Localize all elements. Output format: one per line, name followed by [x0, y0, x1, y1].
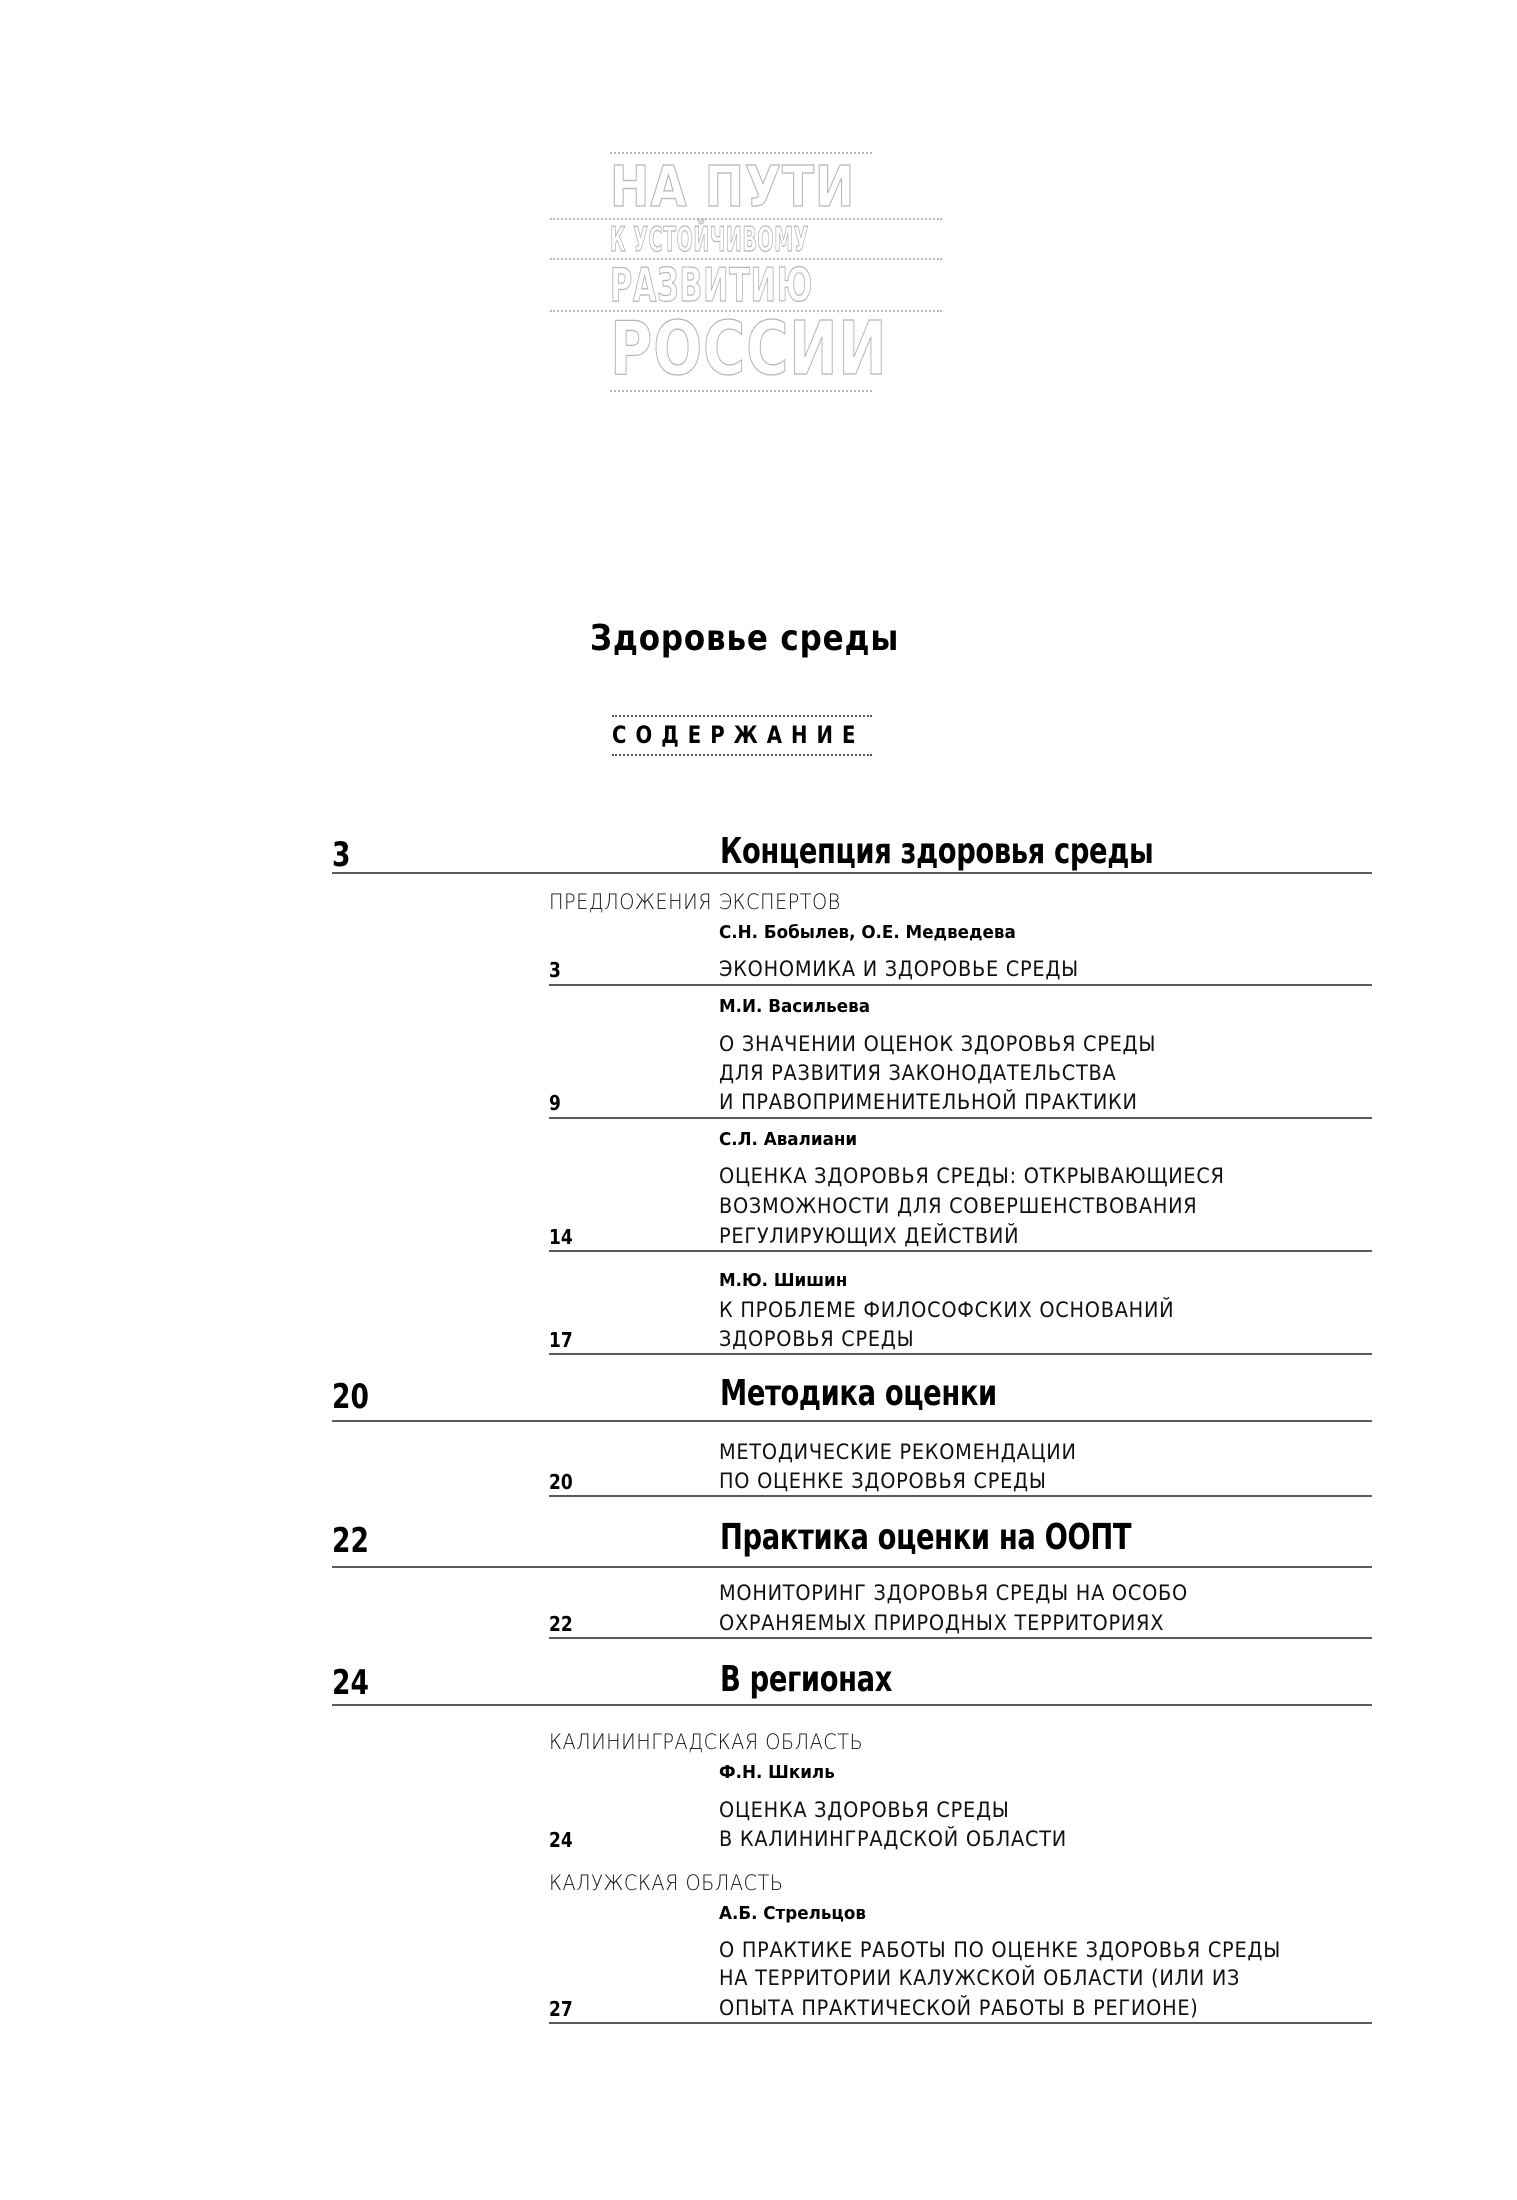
- entry-title-line: О ЗНАЧЕНИИ ОЦЕНОК ЗДОРОВЬЯ СРЕДЫ: [719, 1032, 1157, 1056]
- entry-title-line: В КАЛИНИНГРАДСКОЙ ОБЛАСТИ: [719, 1827, 1067, 1851]
- entry-title-line: О ПРАКТИКЕ РАБОТЫ ПО ОЦЕНКЕ ЗДОРОВЬЯ СРЕДЫ: [719, 1938, 1282, 1962]
- entry-title-line: И ПРАВОПРИМЕНИТЕЛЬНОЙ ПРАКТИКИ: [719, 1090, 1138, 1114]
- section-rule: [332, 1420, 1372, 1422]
- entry-rule: [549, 1637, 1372, 1639]
- entry-rule: [549, 1117, 1372, 1119]
- logo-line-4: РОССИИ: [610, 306, 888, 392]
- section-title[interactable]: Методика оценки: [720, 1373, 997, 1414]
- section-rule: [332, 1704, 1372, 1706]
- entry-page-number: 14: [549, 1225, 573, 1249]
- logo-line-2: К УСТОЙЧИВОМУ: [610, 220, 809, 260]
- section-page-number[interactable]: 20: [332, 1377, 369, 1417]
- entry-title-line: К ПРОБЛЕМЕ ФИЛОСОФСКИХ ОСНОВАНИЙ: [719, 1298, 1175, 1322]
- category-label: КАЛИНИНГРАДСКАЯ ОБЛАСТЬ: [549, 1730, 864, 1754]
- entry-title-line: ОЦЕНКА ЗДОРОВЬЯ СРЕДЫ: [719, 1798, 1010, 1822]
- category-label: ПРЕДЛОЖЕНИЯ ЭКСПЕРТОВ: [549, 890, 841, 914]
- entry-page-number: 20: [549, 1470, 573, 1494]
- entry-rule: [549, 1353, 1372, 1355]
- logo-line-3: РАЗВИТИЮ: [610, 258, 813, 312]
- section-page-number[interactable]: 24: [332, 1663, 369, 1703]
- entry-page-number: 22: [549, 1612, 573, 1636]
- entry-title-line: ЗДОРОВЬЯ СРЕДЫ: [719, 1327, 915, 1351]
- entry-rule: [549, 1495, 1372, 1497]
- entry-author: М.И. Васильева: [719, 996, 871, 1017]
- section-page-number[interactable]: 22: [332, 1521, 369, 1561]
- entry-rule: [549, 2022, 1372, 2024]
- section-rule: [332, 1566, 1372, 1568]
- contents-heading: СОДЕРЖАНИЕ: [612, 721, 865, 749]
- entry-title-line: РЕГУЛИРУЮЩИХ ДЕЙСТВИЙ: [719, 1224, 1020, 1248]
- entry-page-number: 3: [549, 958, 561, 982]
- entry-author: С.Н. Бобылев, О.Е. Медведева: [719, 922, 1016, 943]
- entry-title-line: ОПЫТА ПРАКТИЧЕСКОЙ РАБОТЫ В РЕГИОНЕ): [719, 1996, 1199, 2020]
- entry-author: С.Л. Авалиани: [719, 1129, 858, 1150]
- page-title: Здоровье среды: [590, 618, 900, 659]
- contents-divider-top: [612, 715, 872, 717]
- entry-page-number: 9: [549, 1091, 561, 1115]
- section-title[interactable]: Практика оценки на ООПТ: [720, 1517, 1132, 1558]
- logo-divider: [610, 152, 872, 154]
- entry-title-line: МЕТОДИЧЕСКИЕ РЕКОМЕНДАЦИИ: [719, 1440, 1077, 1464]
- section-title[interactable]: В регионах: [720, 1659, 892, 1700]
- entry-page-number: 24: [549, 1828, 573, 1852]
- entry-author: Ф.Н. Шкиль: [719, 1762, 835, 1783]
- entry-title-line: ОХРАНЯЕМЫХ ПРИРОДНЫХ ТЕРРИТОРИЯХ: [719, 1611, 1165, 1635]
- entry-rule: [549, 1250, 1372, 1252]
- contents-divider-bottom: [612, 754, 872, 756]
- series-logo: [548, 146, 944, 396]
- section-page-number[interactable]: 3: [332, 835, 351, 875]
- section-rule: [332, 872, 1372, 874]
- logo-divider: [610, 390, 872, 392]
- entry-title-line: ВОЗМОЖНОСТИ ДЛЯ СОВЕРШЕНСТВОВАНИЯ: [719, 1194, 1198, 1218]
- entry-rule: [549, 984, 1372, 986]
- entry-author: М.Ю. Шишин: [719, 1270, 848, 1291]
- entry-author: А.Б. Стрельцов: [719, 1903, 866, 1924]
- logo-line-1: НА ПУТИ: [610, 155, 856, 220]
- entry-title-line: ДЛЯ РАЗВИТИЯ ЗАКОНОДАТЕЛЬСТВА: [719, 1061, 1117, 1085]
- entry-title-line: МОНИТОРИНГ ЗДОРОВЬЯ СРЕДЫ НА ОСОБО: [719, 1581, 1188, 1605]
- entry-title-line: ПО ОЦЕНКЕ ЗДОРОВЬЯ СРЕДЫ: [719, 1469, 1047, 1493]
- entry-title-line: ОЦЕНКА ЗДОРОВЬЯ СРЕДЫ: ОТКРЫВАЮЩИЕСЯ: [719, 1164, 1225, 1188]
- section-title[interactable]: Концепция здоровья среды: [720, 831, 1154, 872]
- entry-page-number: 17: [549, 1328, 573, 1352]
- entry-title-line: НА ТЕРРИТОРИИ КАЛУЖСКОЙ ОБЛАСТИ (ИЛИ ИЗ: [719, 1966, 1241, 1990]
- category-label: КАЛУЖСКАЯ ОБЛАСТЬ: [549, 1871, 784, 1895]
- entry-page-number: 27: [549, 1997, 573, 2021]
- entry-title-line: ЭКОНОМИКА И ЗДОРОВЬЕ СРЕДЫ: [719, 957, 1079, 981]
